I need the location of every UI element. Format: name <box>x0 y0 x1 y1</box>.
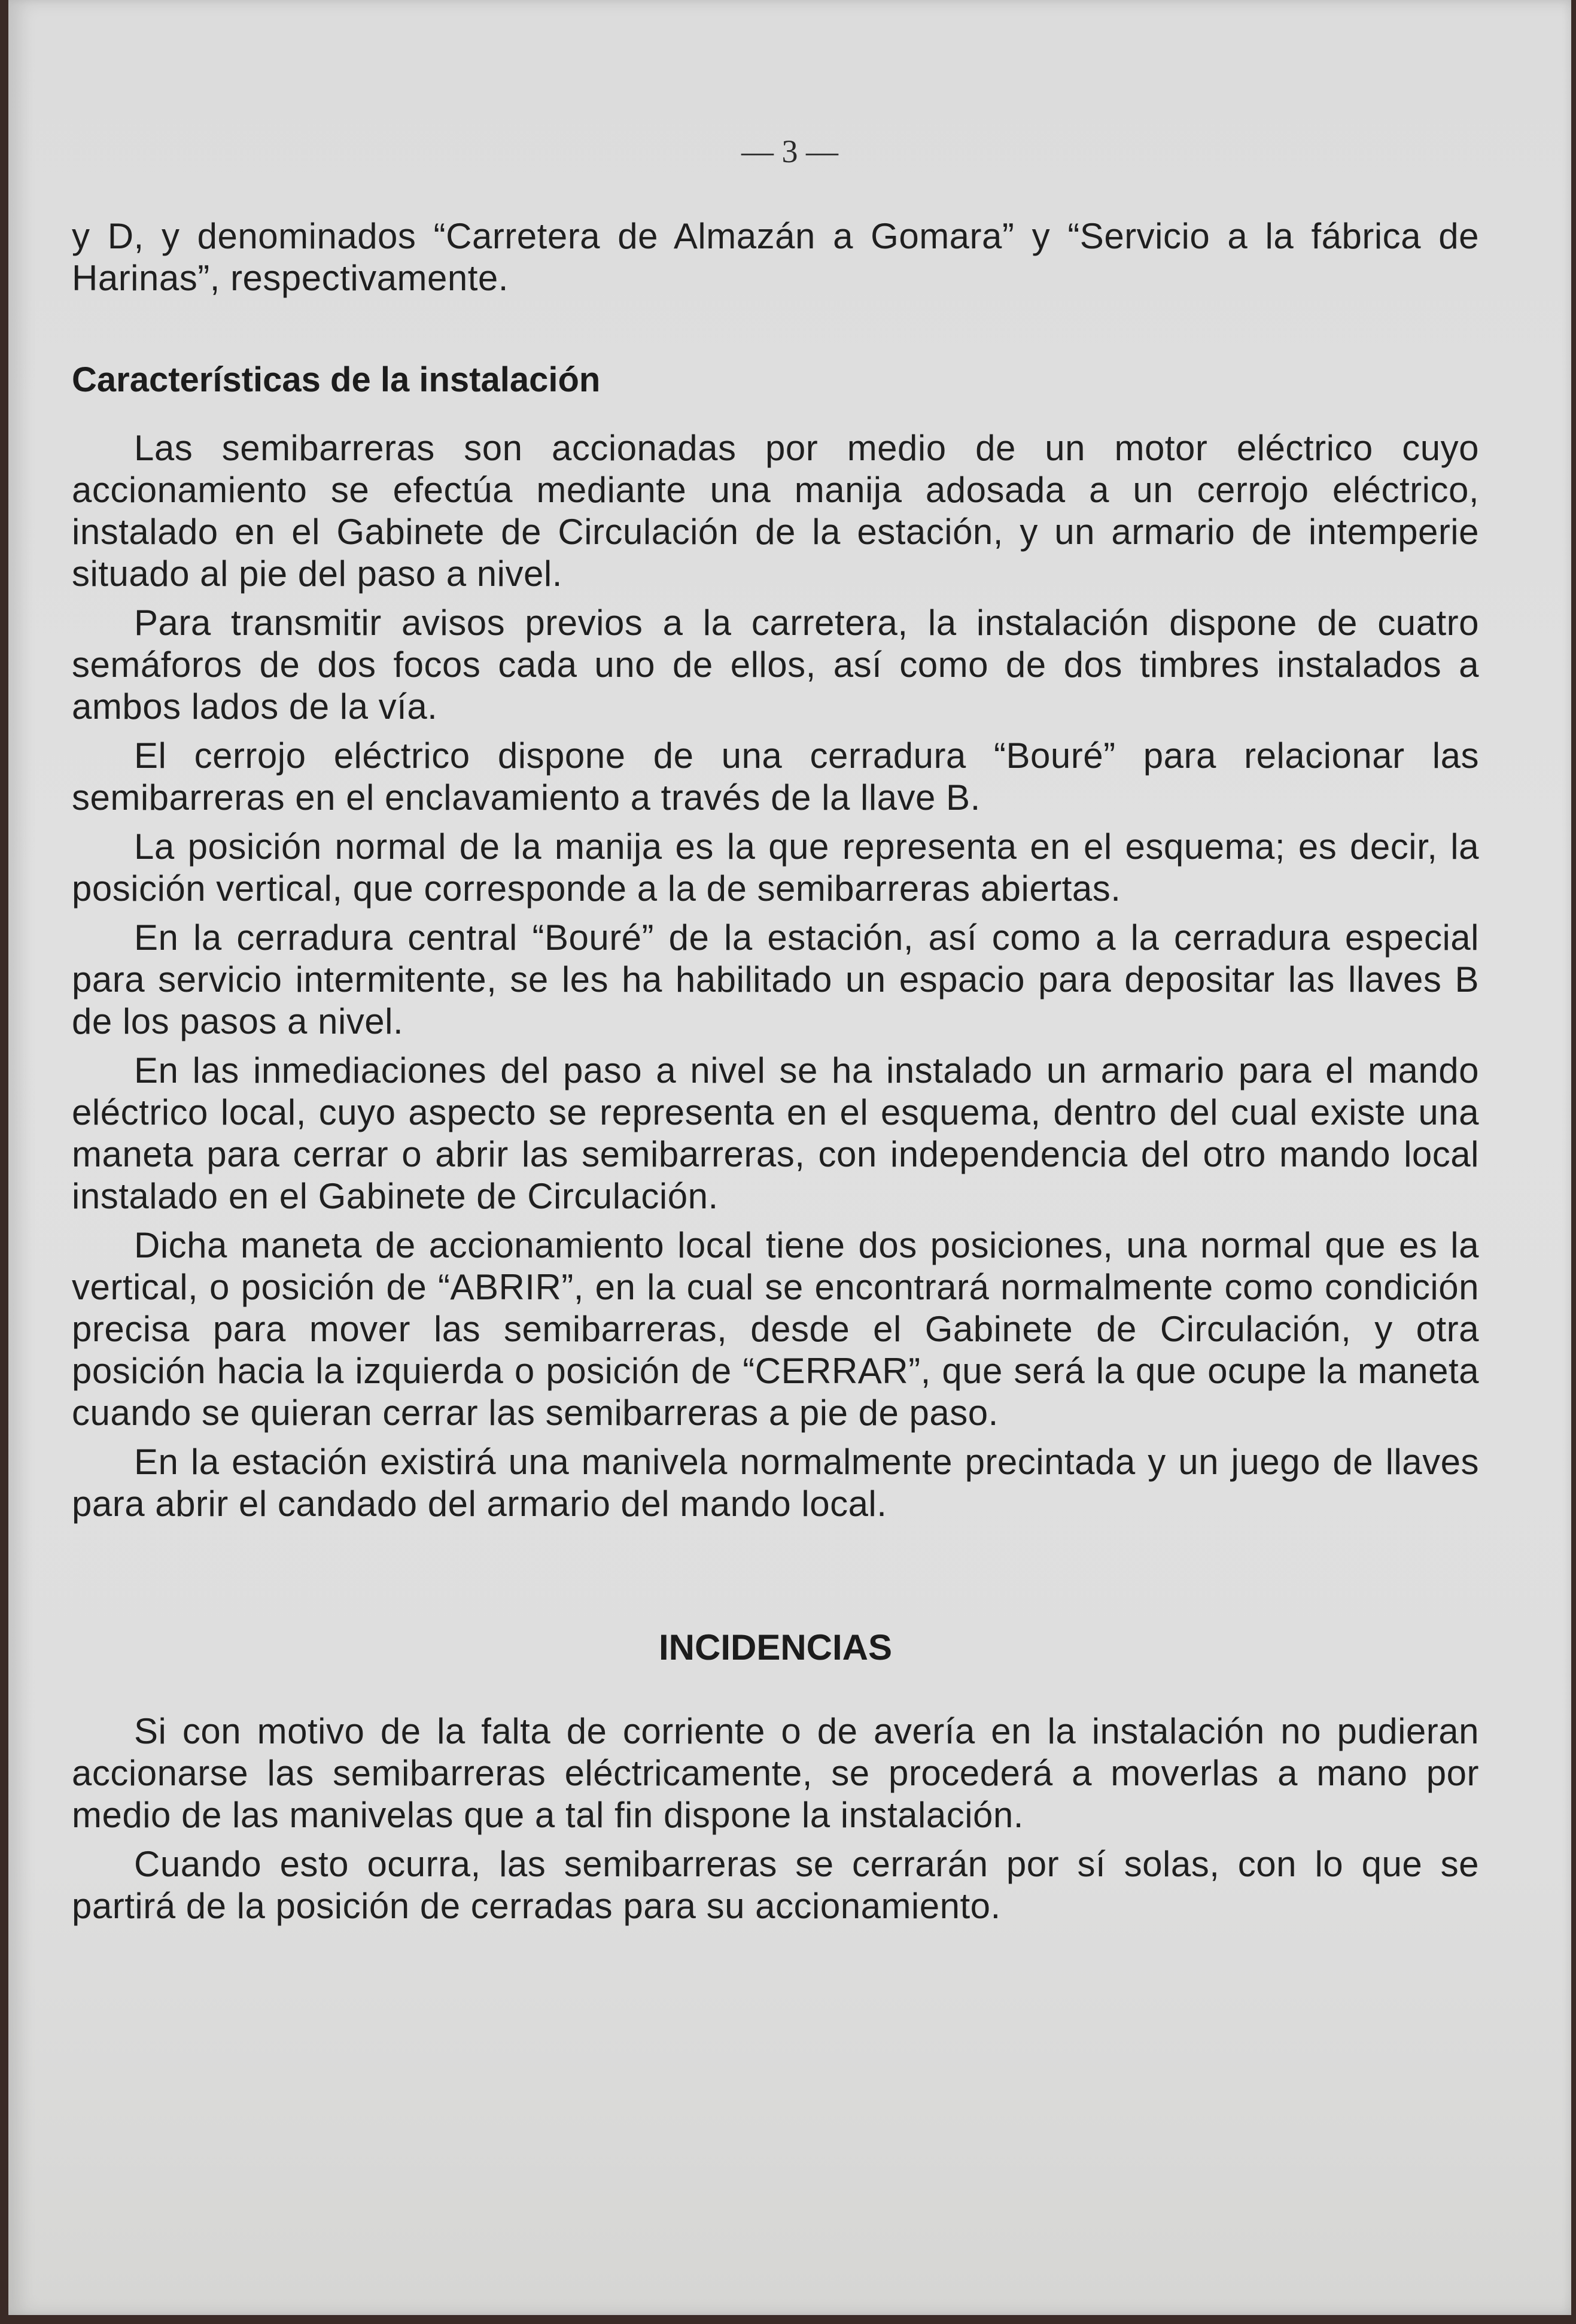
paragraph-semibarreras-motor: Las semibarreras son accionadas por medio de un motor eléctrico cuyo accionamiento se efectúa mediante una manija adosada a un cerrojo eléctrico, instalado en el Gabinete de Circulación de la estación, y un armario de intemperie situado al pie del paso a nivel. <box>72 428 1479 594</box>
document-page <box>8 0 1571 2315</box>
paragraph-falta-corriente: Si con motivo de la falta de corriente o de avería en la instalación no pudieran accionarse las semibarreras eléctricamente, se procederá a moverlas a mano por medio de las manivelas que a tal fin dispone la instalación. <box>72 1711 1479 1835</box>
paragraph-cerrojo-electrico: El cerrojo eléctrico dispone de una cerradura “Bouré” para relacionar las semibarreras en el enclavamiento a través de la llave B. <box>72 736 1479 818</box>
paragraph-avisos-previos: Para transmitir avisos previos a la carretera, la instalación dispone de cuatro semáforos de dos focos cada uno de ellos, así como de dos timbres instalados a ambos lados de la vía. <box>72 603 1479 727</box>
paragraph-posicion-normal: La posición normal de la manija es la que representa en el esquema; es decir, la posición vertical, que corresponde a la de semibarreras abiertas. <box>72 827 1479 909</box>
intro-paragraph: y D, y denominados “Carretera de Almazán a Gomara” y “Servicio a la fábrica de Harinas”, respectivamente. <box>72 216 1479 298</box>
paragraph-manivela-llaves: En la estación existirá una manivela normalmente precintada y un juego de llaves para abrir el candado del armario del mando local. <box>72 1442 1479 1524</box>
paragraph-maneta-posiciones: Dicha maneta de accionamiento local tiene dos posiciones, una normal que es la vertical, o posición de “ABRIR”, en la cual se encontrará normalmente como condición precisa para mover las semibarreras, desde el Gabinete de Circulación, y otra posición hacia la izquierda o posición de “CERRAR”, que será la que ocupe la maneta cuando se quieran cerrar las semibarreras a pie de paso. <box>72 1225 1479 1433</box>
paragraph-cerradura-central: En la cerradura central “Bouré” de la estación, así como a la cerradura especial para servicio intermitente, se les ha habilitado un espacio para depositar las llaves B de los pasos a nivel. <box>72 918 1479 1041</box>
page-number: — 3 — <box>741 133 838 169</box>
page-content <box>72 215 1479 1927</box>
paragraph-cierre-automatico: Cuando esto ocurra, las semibarreras se cerrarán por sí solas, con lo que se partirá de la posición de cerradas para su accionamiento. <box>72 1844 1479 1926</box>
section-heading-incidencias: INCIDENCIAS <box>658 1627 893 1667</box>
section-heading-caracteristicas: Características de la instalación <box>72 360 601 399</box>
paragraph-armario-mando-local: En las inmediaciones del paso a nivel se ha instalado un armario para el mando eléctrico local, cuyo aspecto se representa en el esquema, dentro del cual existe una maneta para cerrar o abrir las semibarreras, con independencia del otro mando local instalado en el Gabinete de Circulación. <box>72 1050 1479 1216</box>
